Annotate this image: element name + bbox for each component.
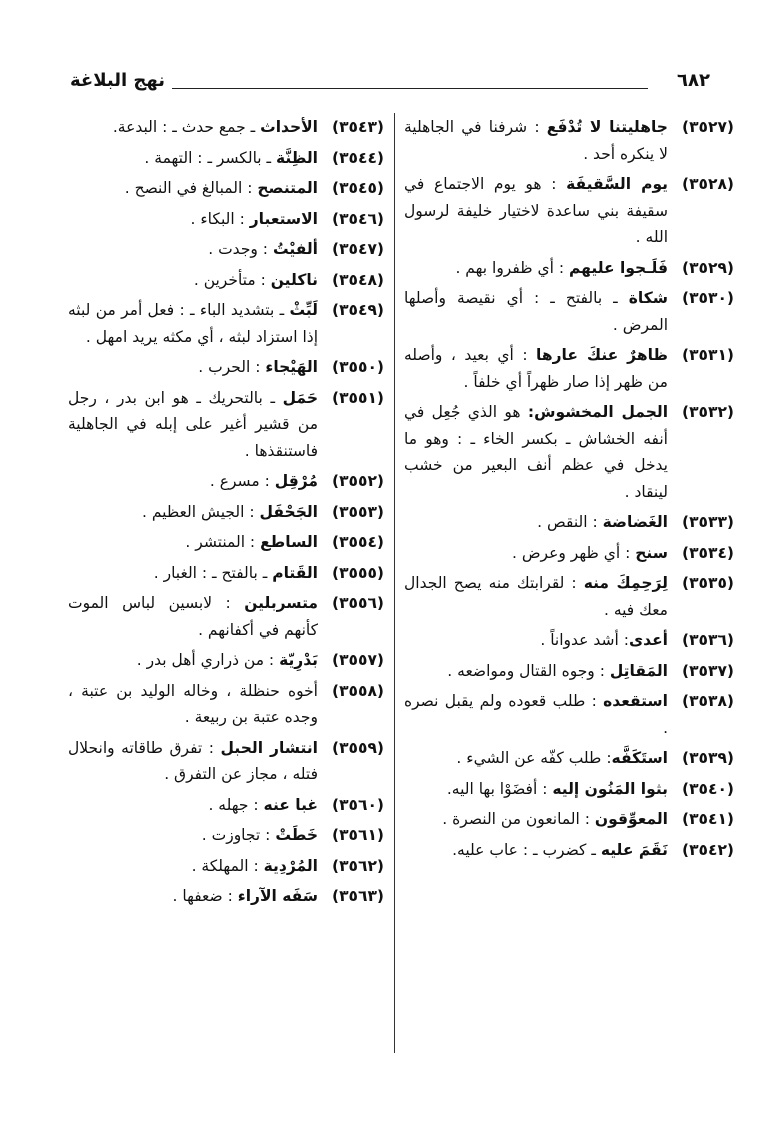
entry-number: (٣٥٣٣) <box>681 513 734 531</box>
glossary-entry <box>404 255 734 282</box>
entry-term: استَكَفَّه <box>611 749 668 767</box>
entry-definition: : النقص . <box>537 513 603 531</box>
right-column <box>404 114 734 863</box>
entry-term: الهَيْجاء <box>265 358 318 376</box>
entry-number: (٣٥٢٧) <box>681 118 734 136</box>
page-header <box>70 68 710 102</box>
entry-term: بَدْرِيّة <box>279 651 318 669</box>
entry-number: (٣٥٣١) <box>681 346 734 364</box>
entry-definition: أخوه حنظلة ، وخاله الوليد بن عتبة ، وجده عتبة بن ربيعة . <box>68 681 318 726</box>
entry-body <box>68 735 318 788</box>
entry-definition: ـ بالتحريك ـ هو ابن بدر ، رجل من قشير أغير على إبله في الجاهلية فاستنقذها . <box>68 388 318 460</box>
glossary-entry <box>68 354 384 381</box>
entry-body <box>68 236 318 263</box>
entry-term: ألفيْتُ <box>272 240 318 258</box>
entry-number: (٣٥٣٢) <box>681 403 734 421</box>
entry-number: (٣٥٥٤) <box>331 533 384 551</box>
entry-definition: ـ كضرب ـ : عاب عليه. <box>452 840 601 859</box>
entry-body <box>68 385 318 465</box>
glossary-entry <box>404 171 734 251</box>
page-number: ٦٨٢ <box>677 70 710 91</box>
entry-term: نَقَمَ عليه <box>600 840 668 859</box>
glossary-entry <box>404 837 734 864</box>
entry-number: (٣٥٥٢) <box>331 472 384 490</box>
entry-term: القَتام <box>272 563 318 582</box>
entry-term: متسربلين <box>244 594 318 612</box>
entry-definition: : الجيش العظيم . <box>141 502 260 521</box>
entry-definition: : وجدت . <box>208 240 273 258</box>
entry-body <box>68 883 318 910</box>
entry-body <box>404 658 668 685</box>
entry-term: المعوِّقون <box>594 810 668 828</box>
entry-number: (٣٥٥٩) <box>331 738 384 757</box>
entry-term: أعدى <box>628 631 668 649</box>
entry-definition: : أي بعيد ، وأصله من ظهر إذا صار ظهراً أي خلفاً . <box>404 346 668 391</box>
entry-term: الظِنَّة <box>276 148 318 167</box>
left-column <box>68 114 384 910</box>
entry-definition: : تفرق طاقاته وانحلال فتله ، مجاز عن التفرق . <box>68 738 318 783</box>
entry-body <box>404 776 668 803</box>
entry-term: استقعده <box>603 692 668 710</box>
entry-term: سَفَه الآراء <box>237 887 318 905</box>
glossary-entry <box>68 590 384 643</box>
entry-body <box>404 570 668 623</box>
glossary-entry <box>404 399 734 505</box>
entry-definition: : أشد عدواناً . <box>540 631 629 649</box>
entry-body <box>68 792 318 819</box>
entry-body <box>68 114 318 141</box>
glossary-entry <box>404 745 734 772</box>
entry-body <box>68 175 318 202</box>
column-divider <box>394 113 395 1053</box>
entry-body <box>68 145 318 172</box>
glossary-entry <box>68 499 384 526</box>
entry-definition: : لابسين لباس الموت كأنهم في أكفانهم . <box>68 594 318 639</box>
entry-number: (٣٥٤٤) <box>331 148 384 167</box>
entry-number: (٣٥٢٨) <box>681 175 734 193</box>
glossary-entry <box>68 822 384 849</box>
entry-definition: : أي ظهر وعرض . <box>511 543 636 562</box>
entry-number: (٣٥٥٠) <box>331 358 384 376</box>
entry-number: (٣٥٣٥) <box>681 574 734 592</box>
entry-term: الغَضاضة <box>602 513 668 531</box>
entry-body <box>68 853 318 880</box>
entry-body <box>404 342 668 395</box>
entry-term: لِرَحِمِكَ منه <box>583 574 668 592</box>
entry-body <box>68 499 318 526</box>
entry-number: (٣٥٤٧) <box>331 240 384 258</box>
entry-body <box>404 171 668 251</box>
entry-term: فَلَـجوا عليهم <box>568 258 668 277</box>
entry-body <box>68 297 318 350</box>
glossary-entry <box>404 570 734 623</box>
glossary-entry <box>404 114 734 167</box>
glossary-entry <box>404 688 734 741</box>
glossary-entry <box>68 236 384 263</box>
entry-body <box>68 468 318 495</box>
entry-definition: : مسرع . <box>209 472 275 490</box>
entry-term: الاستعبار <box>249 209 318 228</box>
entry-number: (٣٥٦٢) <box>331 856 384 875</box>
entry-definition: : هو يوم الاجتماع في سقيفة بني ساعدة لاختيار خليفة لرسول الله . <box>404 175 668 246</box>
glossary-entry <box>404 342 734 395</box>
entry-number: (٣٥٤٥) <box>331 179 384 197</box>
glossary-entry <box>68 206 384 233</box>
entry-definition: : جهله . <box>208 795 264 814</box>
entry-term: مُرْقِل <box>274 472 318 490</box>
entry-number: (٣٥٣٧) <box>681 661 734 680</box>
glossary-entry <box>404 806 734 833</box>
entry-body <box>404 399 668 505</box>
entry-body <box>404 285 668 338</box>
entry-definition: ـ بالفتح ـ : الغبار . <box>153 563 273 582</box>
entry-definition: ـ بالفتح ـ : أي نقيصة وأصلها المرض . <box>404 289 668 334</box>
entry-term: سنح <box>635 543 668 562</box>
entry-term: ناكلين <box>270 270 318 289</box>
entry-definition: : البكاء . <box>190 209 250 228</box>
entry-body <box>68 678 318 731</box>
glossary-entry <box>404 509 734 536</box>
entry-body <box>404 837 668 864</box>
entry-definition: ـ بتشديد الباء ـ : فعل أمر من لبثه إذا استزاد لبثه ، أي مكثه يريد امهل . <box>68 301 318 346</box>
entry-definition: : من ذراري أهل بدر . <box>136 651 280 669</box>
glossary-entry <box>68 560 384 587</box>
glossary-entry <box>68 883 384 910</box>
glossary-entry <box>68 792 384 819</box>
entry-term: المتنصح <box>257 179 318 197</box>
entry-definition: : متأخرين . <box>193 270 271 289</box>
glossary-entry <box>404 540 734 567</box>
entry-definition: : المانعون من النصرة . <box>442 810 595 828</box>
entry-term: شكاة <box>628 289 668 307</box>
glossary-entry <box>68 468 384 495</box>
entry-definition: : ضعفها . <box>172 887 238 905</box>
entry-definition: : تجاوزت . <box>201 826 276 844</box>
glossary-entry <box>68 385 384 465</box>
entry-term: الأحداث <box>260 118 318 136</box>
entry-number: (٣٥٢٩) <box>681 258 734 277</box>
entry-term: انتشار الحبل <box>220 738 318 757</box>
glossary-entry <box>68 853 384 880</box>
glossary-entry <box>404 658 734 685</box>
entry-term: بثوا المَنُون إليه <box>552 779 668 798</box>
glossary-entry <box>68 529 384 556</box>
entry-definition: : وجوه القتال ومواضعه . <box>447 661 610 680</box>
entry-term: جاهليتنا لا تُدْفَع <box>546 118 668 136</box>
glossary-entry <box>404 627 734 654</box>
entry-definition: ـ بالكسر ـ : التهمة . <box>144 148 277 167</box>
glossary-entry <box>68 267 384 294</box>
entry-number: (٣٥٥٧) <box>331 651 384 669</box>
entry-number: (٣٥٣٨) <box>681 692 734 710</box>
entry-number: (٣٥٥١) <box>331 388 384 407</box>
entry-number: (٣٥٦٣) <box>331 887 384 905</box>
entry-definition: : المبالغ في النصح . <box>124 179 258 197</box>
entry-body <box>68 590 318 643</box>
entry-term: الجَحْفَل <box>259 502 318 521</box>
glossary-entry <box>68 175 384 202</box>
entry-term: غبا عنه <box>263 795 318 814</box>
header-rule <box>172 88 648 89</box>
entry-definition: : المهلكة . <box>191 856 264 875</box>
entry-term: الجمل المخشوش: <box>527 403 669 421</box>
entry-number: (٣٥٥٣) <box>331 502 384 521</box>
entry-body <box>68 267 318 294</box>
entry-body <box>68 529 318 556</box>
entry-term: لَبِّثْ <box>289 301 318 319</box>
entry-number: (٣٥٤٢) <box>681 840 734 859</box>
entry-definition: هو الذي جُعِل في أنفه الخشاش ـ بكسر الخاء ـ : وهو ما يدخل في عظم أنف البعير من خشب لينقاد . <box>404 403 668 501</box>
entry-body <box>404 688 668 741</box>
entry-number: (٣٥٤٩) <box>331 301 384 319</box>
entry-term: خَطَتْ <box>275 826 318 844</box>
glossary-entry <box>68 735 384 788</box>
glossary-entry <box>68 678 384 731</box>
entry-number: (٣٥٥٥) <box>331 563 384 582</box>
entry-body <box>68 647 318 674</box>
entry-term: حَمَل <box>282 388 318 407</box>
entry-number: (٣٥٦١) <box>331 826 384 844</box>
entry-definition: : المنتشر . <box>185 533 261 551</box>
glossary-entry <box>404 285 734 338</box>
entry-definition: : لقرابتك منه يصح الجدال معك فيه . <box>404 574 668 619</box>
book-title: نهج البلاغة <box>70 70 166 91</box>
entry-body <box>404 627 668 654</box>
entry-number: (٣٥٣٩) <box>681 749 734 767</box>
entry-body <box>404 745 668 772</box>
entry-definition: : الحرب . <box>198 358 266 376</box>
entry-number: (٣٥٥٦) <box>331 594 384 612</box>
entry-term: الساطع <box>260 533 318 551</box>
entry-term: يوم السَّقيفَة <box>566 175 668 193</box>
entry-definition: ـ جمع حدث ـ : البدعة. <box>112 118 261 136</box>
entry-definition: : أفضَوْا بها اليه. <box>446 779 553 798</box>
entry-definition: : طلب قعوده ولم يقبل نصره . <box>404 692 668 737</box>
entry-number: (٣٥٣٠) <box>681 289 734 307</box>
glossary-entry <box>68 145 384 172</box>
glossary-entry <box>404 776 734 803</box>
entry-term: المُرْدِية <box>263 856 318 875</box>
entry-definition: : أي ظفروا بهم . <box>455 258 569 277</box>
entry-body <box>404 806 668 833</box>
entry-term: المَقاتِل <box>609 661 668 680</box>
glossary-entry <box>68 297 384 350</box>
glossary-entry <box>68 114 384 141</box>
entry-body <box>404 509 668 536</box>
entry-body <box>404 114 668 167</box>
entry-body <box>68 560 318 587</box>
entry-number: (٣٥٣٦) <box>681 631 734 649</box>
entry-body <box>404 540 668 567</box>
entry-body <box>404 255 668 282</box>
glossary-entry <box>68 647 384 674</box>
entry-number: (٣٥٥٨) <box>331 681 384 700</box>
entry-term: ظاهرٌ عنكَ عارها <box>536 346 668 364</box>
entry-number: (٣٥٤١) <box>681 810 734 828</box>
entry-body <box>68 206 318 233</box>
entry-number: (٣٥٤٦) <box>331 209 384 228</box>
entry-definition: : شرفنا في الجاهلية لا ينكره أحد . <box>404 118 668 163</box>
entry-body <box>68 354 318 381</box>
entry-number: (٣٥٣٤) <box>681 543 734 562</box>
entry-body <box>68 822 318 849</box>
entry-number: (٣٥٤٣) <box>331 118 384 136</box>
entry-number: (٣٥٦٠) <box>331 795 384 814</box>
entry-definition: : طلب كفّه عن الشيء . <box>456 749 612 767</box>
entry-number: (٣٥٤٨) <box>331 270 384 289</box>
entry-number: (٣٥٤٠) <box>681 779 734 798</box>
